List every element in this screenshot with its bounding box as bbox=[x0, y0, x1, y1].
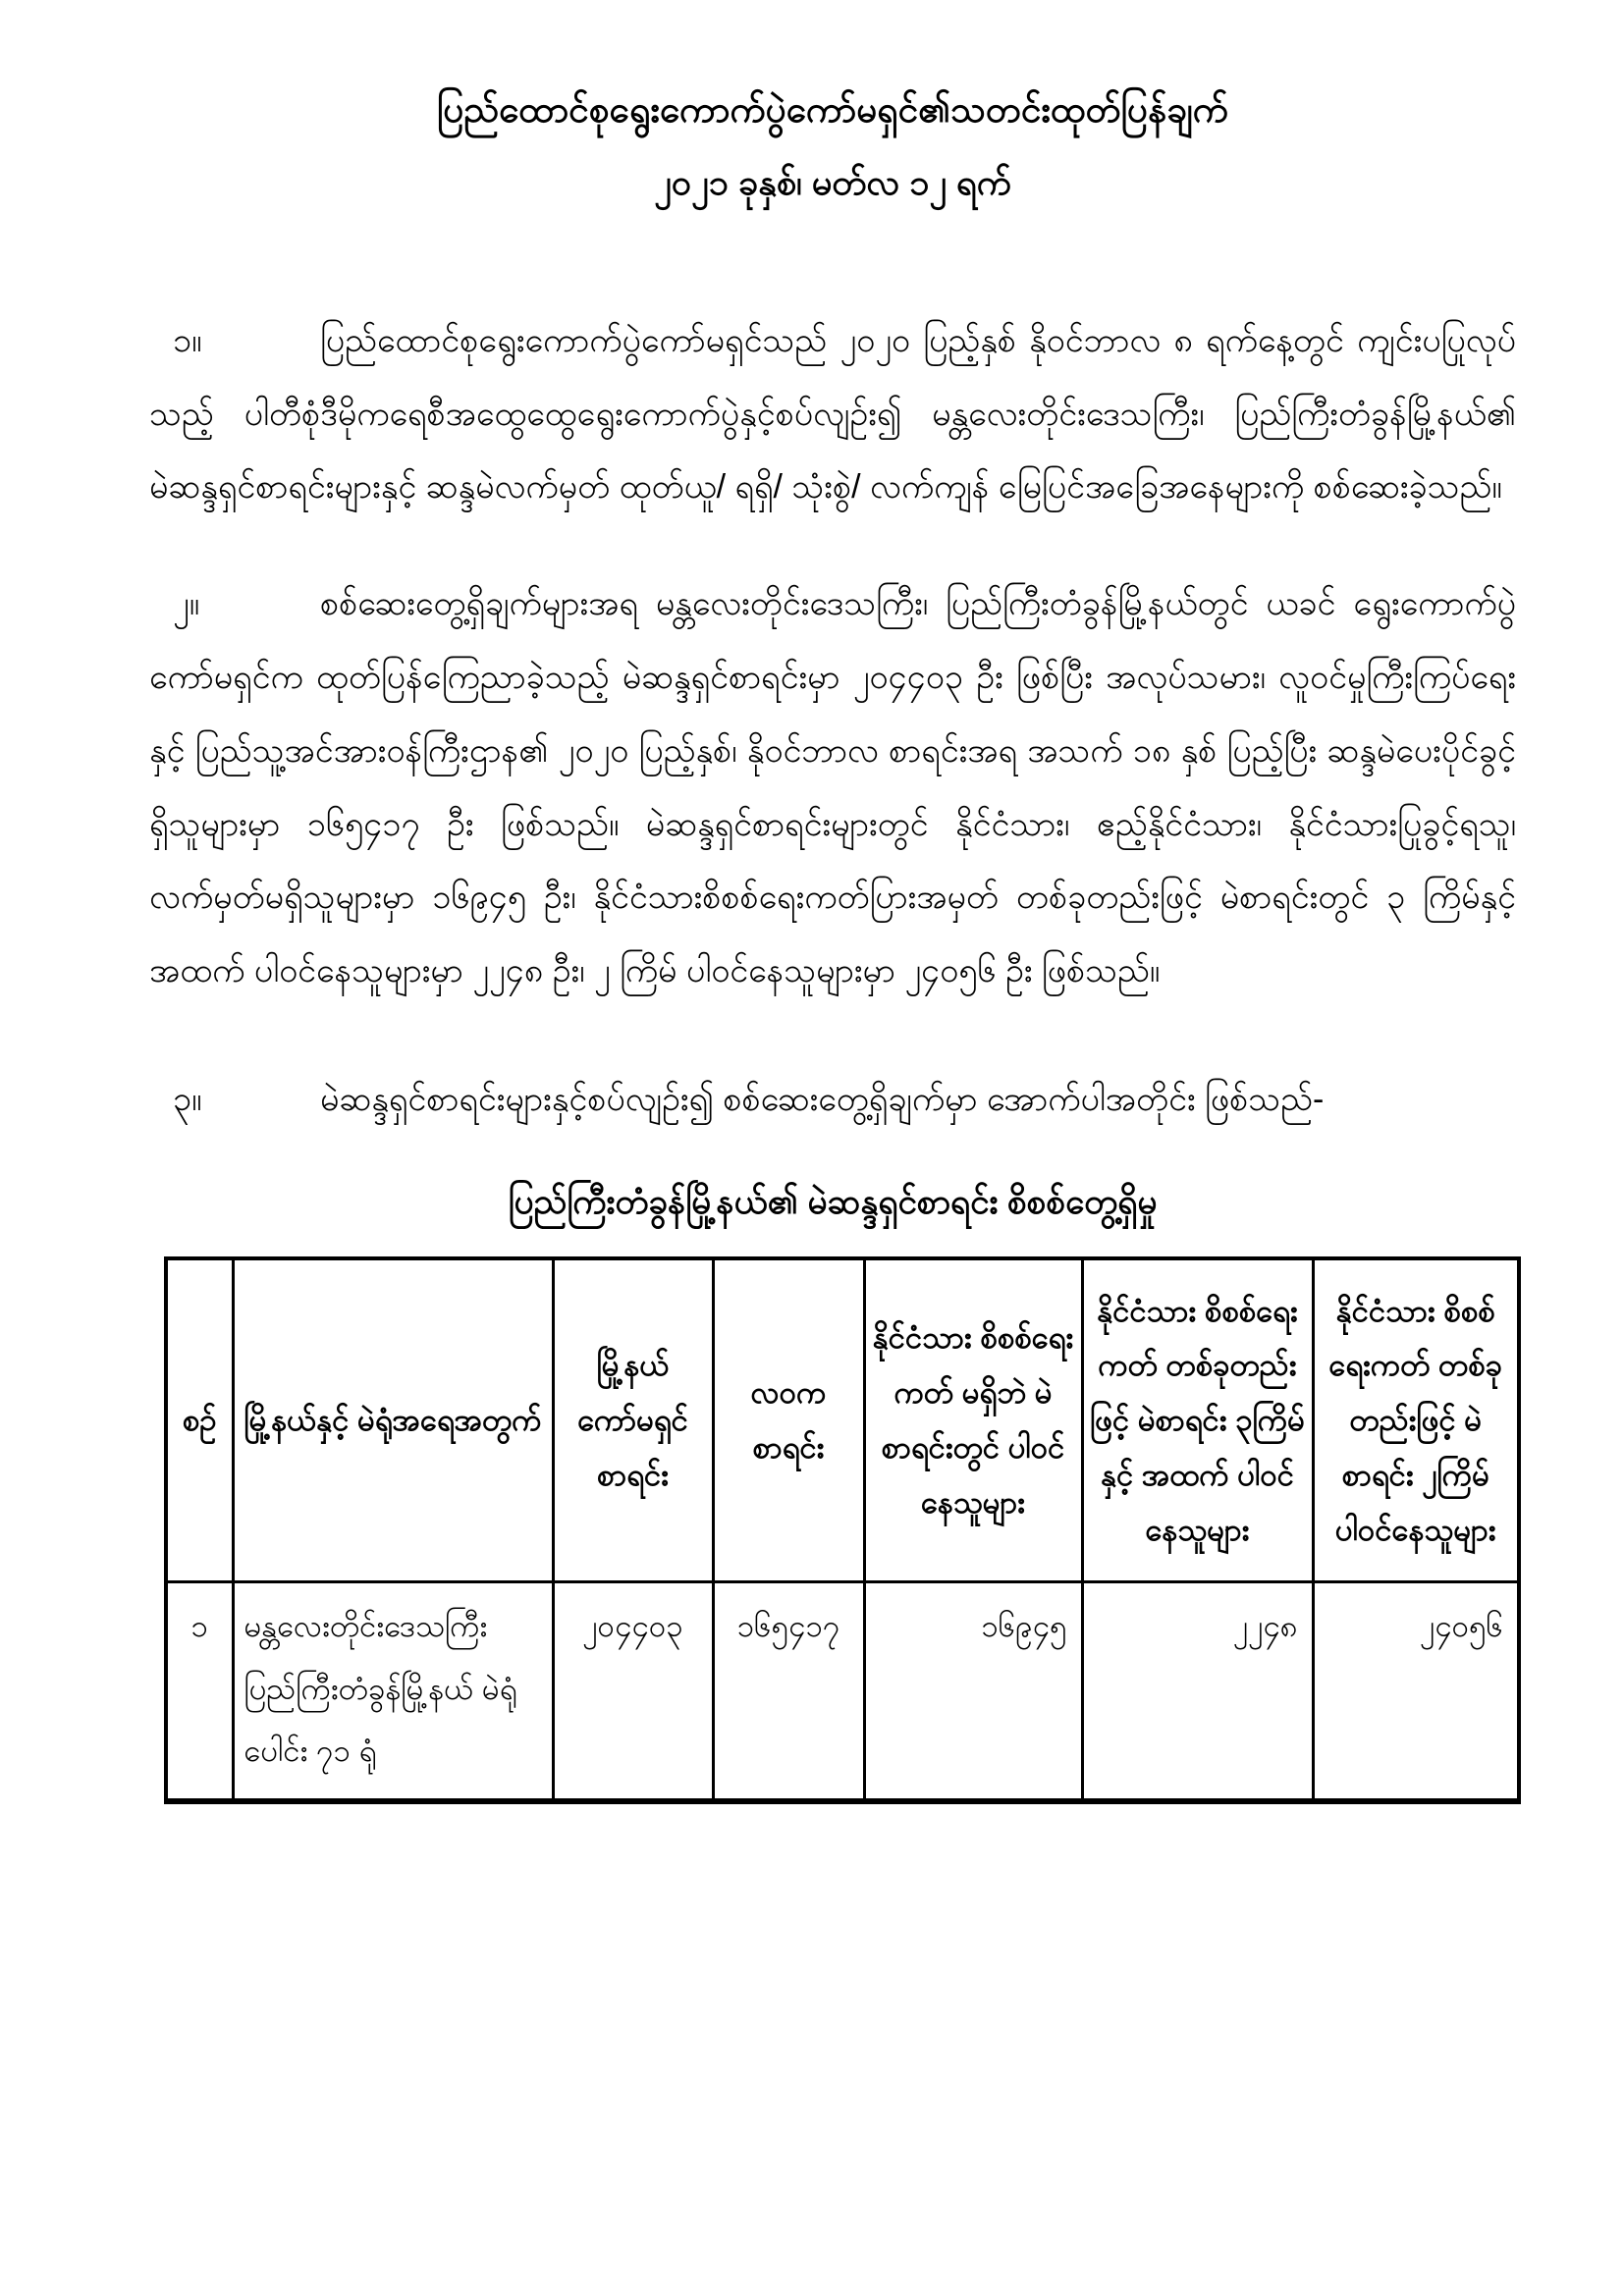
col-header-township-stations: မြို့နယ်နှင့် မဲရုံအရေအတွက် bbox=[233, 1258, 553, 1582]
col-header-immigration-list: လဝက စာရင်း bbox=[713, 1258, 864, 1582]
paragraph-1-text: ပြည်ထောင်စုရွေးကောက်ပွဲကော်မရှင်သည် ၂၀၂၀ ပြည့်နှစ် နိုဝင်ဘာလ ၈ ရက်နေ့တွင် ကျင်းပပြုလုပ်သည့် ပါတီစုံဒီမိုကရေစီအထွေထွေရွေးကောက်ပွဲနှင့်စပ်လျဉ်း၍ မန္တလေးတိုင်းဒေသကြီး၊ ပြည်ကြီးတံခွန်မြို့နယ်၏ မဲဆန္ဒရှင်စာရင်းများနှင့် ဆန္ဒမဲလက်မှတ် ထုတ်ယူ/ ရရှိ/ သုံးစွဲ/ လက်ကျန် မြေပြင်အခြေအနေများကို စစ်ဆေးခဲ့သည်။ bbox=[149, 321, 1516, 507]
cell-township-stations: မန္တလေးတိုင်းဒေသကြီး ပြည်ကြီးတံခွန်မြို့နယ် မဲရုံပေါင်း ၇၁ ရုံ bbox=[233, 1582, 553, 1801]
col-header-same-nrc-3-times: နိုင်ငံသား စိစစ်ရေးကတ် တစ်ခုတည်းဖြင့် မဲစာရင်း ၃ကြိမ် နှင့် အထက် ပါဝင်နေသူများ bbox=[1082, 1258, 1313, 1582]
paragraph-3-text: မဲဆန္ဒရှင်စာရင်းများနှင့်စပ်လျဉ်း၍ စစ်ဆေးတွေ့ရှိချက်မှာ အောက်ပါအတိုင်း ဖြစ်သည်- bbox=[320, 1080, 1325, 1118]
paragraph-2 bbox=[149, 567, 1516, 1008]
col-header-commission-list: မြို့နယ် ကော်မရှင် စာရင်း bbox=[553, 1258, 713, 1582]
paragraph-3-number: ၃။ bbox=[173, 1080, 202, 1118]
document-date: ၂၀၂၁ ခုနှစ်၊ မတ်လ ၁၂ ရက် bbox=[654, 162, 1011, 203]
paragraph-2-text: စစ်ဆေးတွေ့ရှိချက်များအရ မန္တလေးတိုင်းဒေသကြီး၊ ပြည်ကြီးတံခွန်မြို့နယ်တွင် ယခင် ရွေးကောက်ပွဲကော်မရှင်က ထုတ်ပြန်ကြေညာခဲ့သည့် မဲဆန္ဒရှင်စာရင်းမှာ ၂၀၄၄၀၃ ဦး ဖြစ်ပြီး အလုပ်သမား၊ လူဝင်မှုကြီးကြပ်ရေးနှင့် ပြည်သူ့အင်အားဝန်ကြီးဌာန၏ ၂၀၂၀ ပြည့်နှစ်၊ နိုဝင်ဘာလ စာရင်းအရ အသက် ၁၈ နှစ် ပြည့်ပြီး ဆန္ဒမဲပေးပိုင်ခွင့်ရှိသူများမှာ ၁၆၅၄၁၇ ဦး ဖြစ်သည်။ မဲဆန္ဒရှင်စာရင်းများတွင် နိုင်ငံသား၊ ဧည့်နိုင်ငံသား၊ နိုင်ငံသားပြုခွင့်ရသူ၊ လက်မှတ်မရှိသူများမှာ ၁၆၉၄၅ ဦး၊ နိုင်ငံသားစိစစ်ရေးကတ်ပြားအမှတ် တစ်ခုတည်းဖြင့် မဲစာရင်းတွင် ၃ ကြိမ်နှင့်အထက် ပါဝင်နေသူများမှာ ၂၂၄၈ ဦး၊ ၂ ကြိမ် ပါဝင်နေသူများမှာ ၂၄၀၅၆ ဦး ဖြစ်သည်။ bbox=[149, 585, 1517, 990]
table-row bbox=[166, 1582, 1519, 1801]
cell-serial: ၁ bbox=[166, 1582, 233, 1801]
cell-immigration-list: ၁၆၅၄၁၇ bbox=[713, 1582, 864, 1801]
cell-commission-list: ၂၀၄၄၀၃ bbox=[553, 1582, 713, 1801]
cell-same-nrc-2-times: ၂၄၀၅၆ bbox=[1313, 1582, 1519, 1801]
document-title: ပြည်ထောင်စုရွေးကောက်ပွဲကော်မရှင်၏သတင်းထုတ်ပြန်ချက် bbox=[437, 89, 1228, 130]
col-header-same-nrc-2-times: နိုင်ငံသား စိစစ်ရေးကတ် တစ်ခုတည်းဖြင့် မဲစာရင်း ၂ကြိမ် ပါဝင်နေသူများ bbox=[1313, 1258, 1519, 1582]
paragraph-1 bbox=[149, 304, 1516, 524]
cell-same-nrc-3-times: ၂၂၄၈ bbox=[1082, 1582, 1313, 1801]
paragraph-2-number: ၂။ bbox=[173, 585, 199, 623]
document-body bbox=[149, 304, 1516, 1137]
col-header-no-nrc-card: နိုင်ငံသား စိစစ်ရေးကတ် မရှိဘဲ မဲစာရင်းတွင် ပါဝင်နေသူများ bbox=[864, 1258, 1082, 1582]
table-header-row bbox=[166, 1258, 1519, 1582]
table-caption: ပြည်ကြီးတံခွန်မြို့နယ်၏ မဲဆန္ဒရှင်စာရင်း စိစစ်တွေ့ရှိမှု bbox=[508, 1182, 1158, 1221]
col-header-serial: စဉ် bbox=[166, 1258, 233, 1582]
cell-no-nrc-card: ၁၆၉၄၅ bbox=[864, 1582, 1082, 1801]
voter-list-scrutiny-table bbox=[164, 1256, 1521, 1804]
paragraph-3 bbox=[149, 1063, 1516, 1137]
paragraph-1-number: ၁။ bbox=[173, 321, 202, 359]
